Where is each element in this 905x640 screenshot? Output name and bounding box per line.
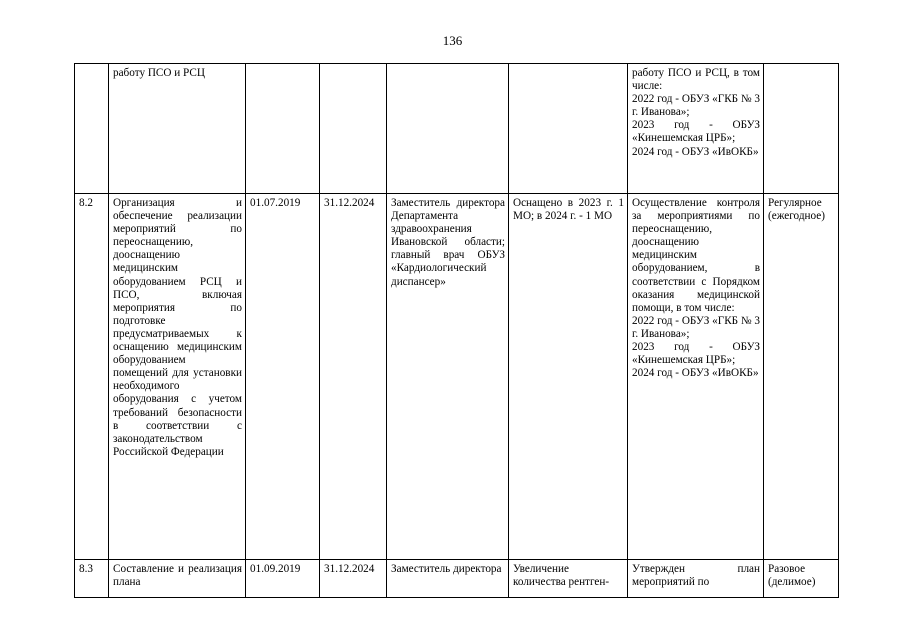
frequency-cell: Разовое (делимое) [764,560,839,598]
row-number-cell [75,64,109,194]
result-text: Осуществление контроля за мероприятиями по переоснащению, дооснащению медицинским оборудованием, в соответствии с Порядком оказания медицинской помощи, в том числе: [632,197,760,314]
result-item: 2023 год - ОБУЗ «Кинешемская ЦРБ»; [632,119,760,145]
start-date-cell: 01.09.2019 [246,560,320,598]
end-date-cell [320,64,387,194]
activity-cell: Составление и реализация плана [109,560,246,598]
end-date-cell: 31.12.2024 [320,560,387,598]
table-row [75,194,839,560]
row-number-cell: 8.3 [75,560,109,598]
result-item: 2024 год - ОБУЗ «ИвОКБ» [632,145,759,158]
end-date-cell: 31.12.2024 [320,194,387,560]
result-item: 2023 год - ОБУЗ «Кинешемская ЦРБ»; [632,341,760,367]
responsible-cell: Заместитель директора Департамента здравоохранения Ивановской области; главный врач ОБУЗ «Кардиологический диспансер» [387,194,509,560]
plan-table [74,63,839,598]
table-row [75,64,839,194]
responsible-cell: Заместитель директора [387,560,509,598]
result-item: 2022 год - ОБУЗ «ГКБ № 3 г. Иванова»; [632,93,760,119]
row-number-cell: 8.2 [75,194,109,560]
result-cell [628,194,764,560]
result-cell [628,64,764,194]
frequency-cell [764,64,839,194]
indicator-cell: Увеличение количества рентген- [509,560,628,598]
responsible-cell [387,64,509,194]
activity-cell: работу ПСО и РСЦ [109,64,246,194]
start-date-cell: 01.07.2019 [246,194,320,560]
result-text: Утвержден план мероприятий по [632,563,760,589]
page-number: 136 [442,33,463,48]
start-date-cell [246,64,320,194]
activity-cell: Организация и обеспечение реализации мероприятий по переоснащению, дооснащению медицинским оборудованием РСЦ и ПСО, включая мероприятия по подготовке предусматриваемых к оснащению медицинским оборудованием помещений для установки необходимого оборудования с учетом требований безопасности в соответствии с законодательством Российской Федерации [109,194,246,560]
result-item: 2024 год - ОБУЗ «ИвОКБ» [632,367,759,380]
frequency-cell: Регулярное (ежегодное) [764,194,839,560]
indicator-cell: Оснащено в 2023 г. 1 МО; в 2024 г. - 1 МО [509,194,628,560]
result-text: работу ПСО и РСЦ, в том числе: [632,67,760,93]
indicator-cell [509,64,628,194]
result-cell [628,560,764,598]
result-item: 2022 год - ОБУЗ «ГКБ № 3 г. Иванова»; [632,314,760,340]
table-row [75,560,839,598]
